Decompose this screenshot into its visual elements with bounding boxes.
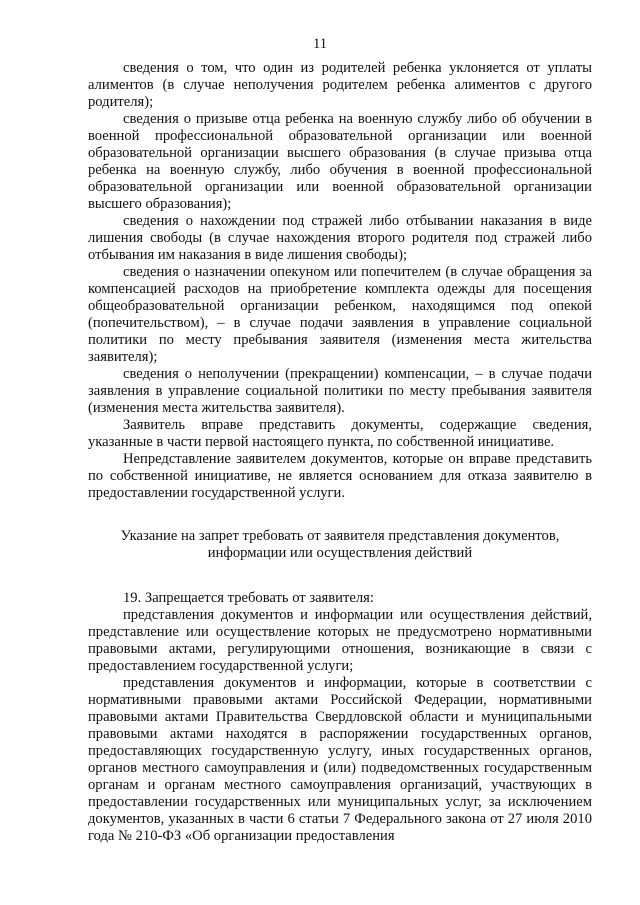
paragraph-military-service: сведения о призыве отца ребенка на военную службу либо об обучении в военной профессиональной образовательной организации или военной образовательной организации высшего образования (в случае призыва отца ребенка на военную службу, либо обучения в военной профессиональной образовательной организации или военной образовательной организации высшего образования); — [88, 111, 592, 212]
paragraph-item-19: 19. Запрещается требовать от заявителя: — [123, 590, 374, 606]
page-number: 11 — [312, 36, 328, 52]
paragraph-guardianship: сведения о назначении опекуном или попечителем (в случае обращения за компенсацией расходов на приобретение комплекта одежды для посещения общеобразовательной организации ребенком, находящимся под опекой (попечительством), – в случае подачи заявления в управление социальной политики по месту пребывания заявителя (изменения места жительства заявителя); — [88, 264, 592, 365]
paragraph-own-initiative: Заявитель вправе представить документы, содержащие сведения, указанные в части первой настоящего пункта, по собственной инициативе. — [88, 417, 592, 450]
paragraph-custody: сведения о нахождении под стражей либо отбывании наказания в виде лишения свободы (в случае нахождения второго родителя под стражей либо отбывания им наказания в виде лишения свободы); — [88, 213, 592, 263]
document-body — [88, 60, 592, 845]
paragraph-alimony: сведения о том, что один из родителей ребенка уклоняется от уплаты алиментов (в случае неполучения родителем ребенка алиментов с другого родителя); — [88, 60, 592, 110]
paragraph-non-submission: Непредставление заявителем документов, которые он вправе представить по собственной инициативе, не является основанием для отказа заявителю в предоставлении государственной услуги. — [88, 451, 592, 501]
section-heading: Указание на запрет требовать от заявителя представления документов, информации или осуществления действий — [120, 528, 560, 561]
paragraph-documents-information: представления документов и информации, которые в соответствии с нормативными правовыми актами Российской Федерации, нормативными правовыми актами Правительства Свердловской области и муниципальными правовыми актами находятся в распоряжении государственных органов, предоставляющих государственную услугу, иных государственных органов, органов местного самоуправления и (или) подведомственных государственным органам и органам местного самоуправления организаций, участвующих в предоставлении государственных или муниципальных услуг, за исключением документов, указанных в части 6 статьи 7 Федерального закона от 27 июля 2010 года № 210-ФЗ «Об организации предоставления — [88, 675, 592, 844]
paragraph-documents-actions: представления документов и информации или осуществления действий, представление или осуществление которых не предусмотрено нормативными правовыми актами, регулирующими отношения, возникающие в связи с предоставлением государственной услуги; — [88, 607, 592, 674]
paragraph-compensation: сведения о неполучении (прекращении) компенсации, – в случае подачи заявления в управление социальной политики по месту пребывания заявителя (изменения места жительства заявителя). — [88, 366, 592, 416]
